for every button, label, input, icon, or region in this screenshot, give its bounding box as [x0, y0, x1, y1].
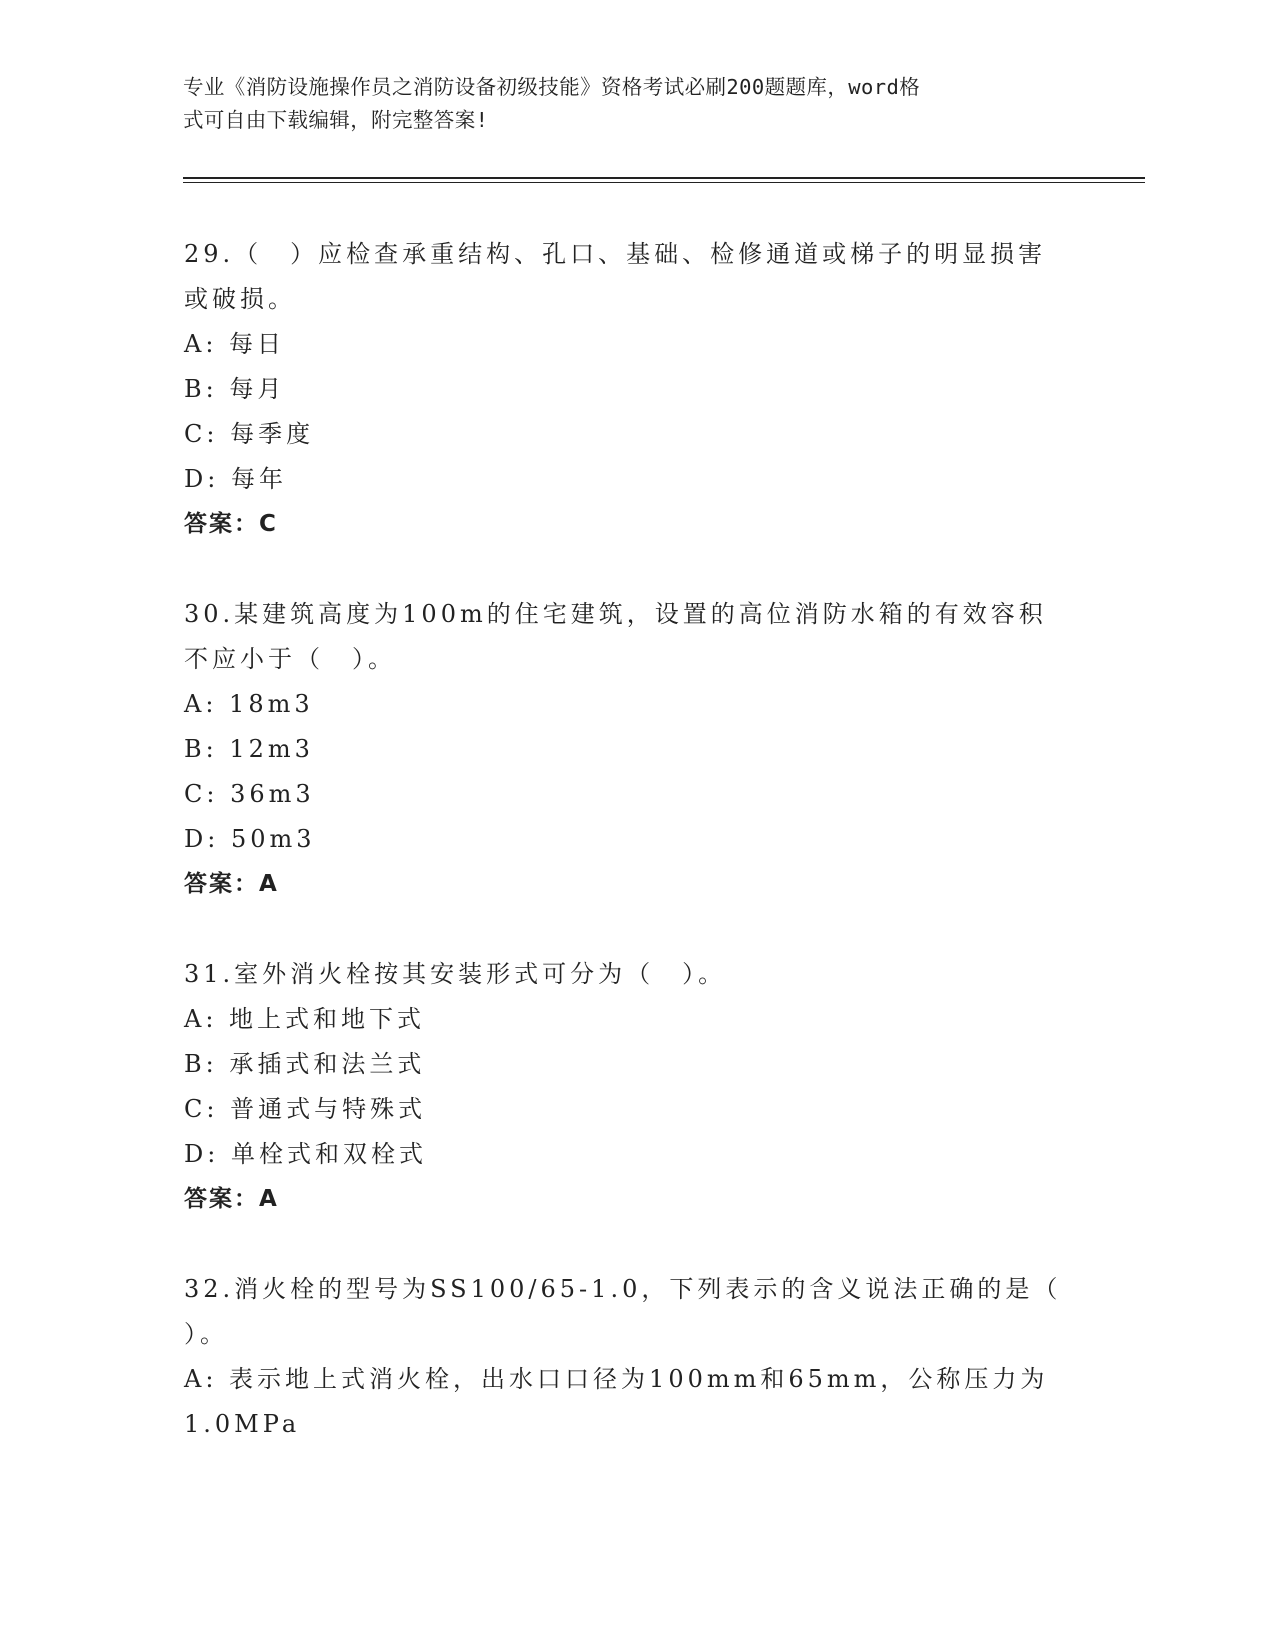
option-a: A: 地上式和地下式	[184, 1005, 426, 1033]
question-list	[184, 232, 1064, 1492]
option-c: C: 普通式与特殊式	[184, 1095, 427, 1123]
question-text: ）。	[184, 1320, 228, 1348]
option-c: C: 每季度	[184, 420, 315, 448]
option-a-continued: 1.0MPa	[184, 1410, 301, 1438]
answer: 答案：C	[184, 511, 278, 537]
option-c: C: 36m3	[184, 780, 315, 808]
question-text: 或破损。	[184, 285, 296, 313]
option-d: D: 单栓式和双栓式	[184, 1140, 427, 1168]
option-b: B: 12m3	[184, 735, 314, 763]
option-a: A: 表示地上式消火栓，出水口口径为100mm和65mm，公称压力为	[184, 1365, 1049, 1393]
option-d: D: 50m3	[184, 825, 316, 853]
question-text: 32.消火栓的型号为SS100/65-1.0，下列表示的含义说法正确的是（	[184, 1275, 1062, 1303]
question-32	[184, 1267, 1064, 1447]
option-b: B: 每月	[184, 375, 286, 403]
question-29	[184, 232, 1064, 547]
question-30	[184, 592, 1064, 907]
question-text: 不应小于（ ）。	[184, 645, 396, 673]
header-divider-thin	[183, 182, 1145, 183]
question-text: 29.（ ）应检查承重结构、孔口、基础、检修通道或梯子的明显损害	[184, 240, 1047, 268]
option-a: A: 18m3	[184, 690, 314, 718]
option-b: B: 承插式和法兰式	[184, 1050, 426, 1078]
header-divider-thick	[183, 177, 1145, 179]
answer: 答案：A	[184, 871, 279, 897]
option-a: A: 每日	[184, 330, 286, 358]
document-header	[183, 71, 1063, 137]
header-line-2: 式可自由下载编辑，附完整答案!	[183, 108, 489, 132]
question-text: 30.某建筑高度为100m的住宅建筑，设置的高位消防水箱的有效容积	[184, 600, 1047, 628]
question-text: 31.室外消火栓按其安装形式可分为（ ）。	[184, 960, 727, 988]
question-31	[184, 952, 1064, 1222]
header-line-1: 专业《消防设施操作员之消防设备初级技能》资格考试必刷200题题库，word格	[183, 75, 921, 99]
answer: 答案：A	[184, 1186, 279, 1212]
option-d: D: 每年	[184, 465, 287, 493]
